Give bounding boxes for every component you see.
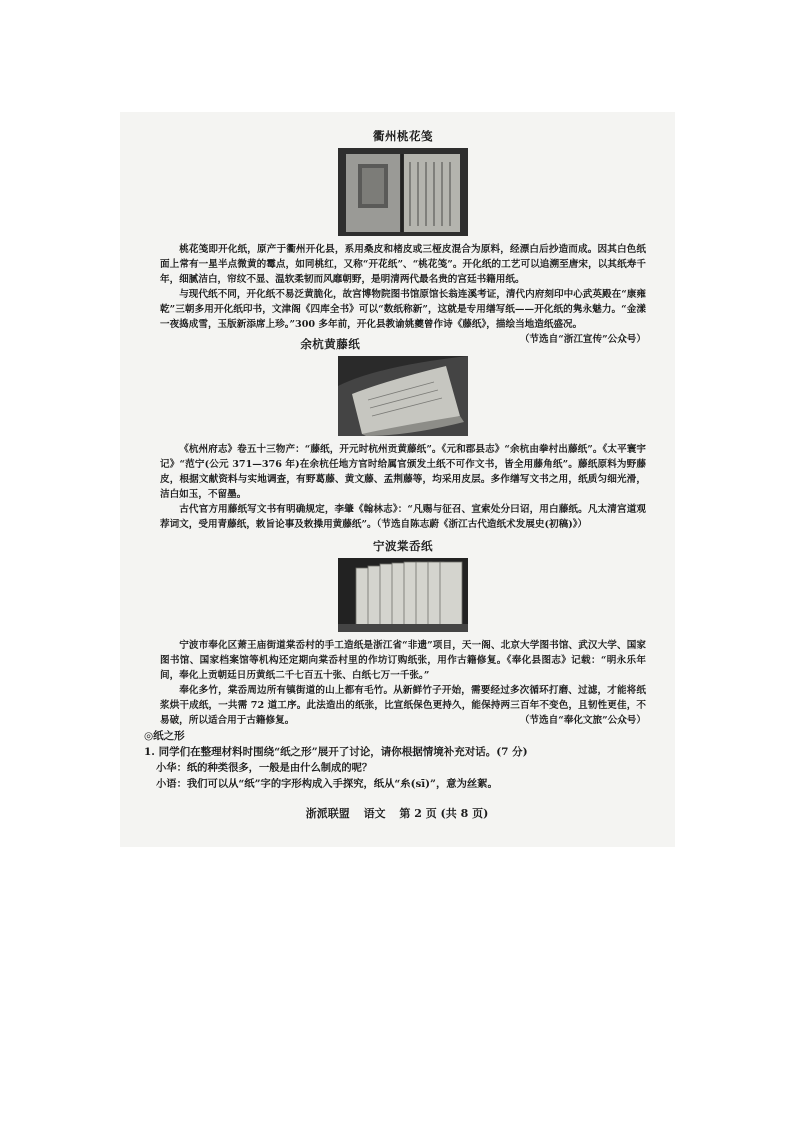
paper-roll-photo	[338, 356, 468, 436]
section-title-yuhang: 余杭黄藤纸	[300, 337, 361, 351]
paragraph: 宁波市奉化区萧王庙街道棠岙村的手工造纸是浙江省“非遗”项目，天一阁、北京大学图书馆、武汉大学、国家图书馆、国家档案馆等机构还定期向棠岙村里的作坊订购纸张，用作古籍修复。《奉化县图志》记载：“明永乐年间，奉化上贡朝廷日历黄纸二千七百五十张、白纸七万一千张。”	[160, 640, 646, 681]
paragraph: 古代官方用藤纸写文书有明确规定，李肇《翰林志》：“凡赐与征召、宣索处分曰诏，用白藤纸。凡太清宫道观荐词文，受用青藤纸，敕旨论事及敕操用黄藤纸”。（节选自陈志蔚《浙江古代造纸术发展史(初稿)》）	[160, 504, 646, 530]
document-content	[144, 128, 646, 792]
paragraph-text: 奉化多竹，棠岙周边所有镇街道的山上都有毛竹。从新鲜竹子开始，需要经过多次循环打磨、过滤，才能将纸浆烘干成纸，一共需 72 道工序。此法造出的纸张，比宣纸保色更持久，能保持两三百年不变色，且韧性更佳，不易破，所以适合用于古籍修复。	[160, 685, 646, 726]
paragraph: 桃花笺即开化纸，原产于衢州开化县，系用桑皮和楮皮或三桠皮混合为原料，经漂白后抄造而成。因其白色纸面上常有一星半点微黄的霉点，如同桃红，又称“开花纸”、“桃花笺”。开化纸的工艺可以追溯至唐宋，以其纸寿千年，细腻洁白，帘纹不显、温软柔韧而风靡朝野，是明清两代最名贵的宫廷书籍用纸。	[160, 244, 646, 285]
dialog-line: 小语：我们可以从“纸”字的字形构成入手探究，纸从“糸(sī)”，意为丝絮。	[156, 778, 498, 790]
footer-page: 第 2 页 (共 8 页)	[399, 807, 489, 820]
paper-roll-drawing	[338, 356, 468, 436]
paragraph: 《杭州府志》卷五十三物产：“藤纸，开元时杭州贡黄藤纸”。《元和郡县志》“余杭由拳村出藤纸”。《太平寰宇记》“范宁(公元 371—376 年)在余杭任地方官时给属官颁发土纸不可作文书，皆全用藤角纸”。藤纸原料为野藤皮，根据文献资料与实地调查，有野葛藤、黄文藤、孟荆藤等，均采用皮层。多作缮写文书之用，纸质匀细光滑，洁白如玉，不留墨。	[160, 444, 646, 500]
footer-org: 浙派联盟	[305, 807, 350, 820]
source-note: （节选自“奉化文旅”公众号）	[519, 715, 646, 726]
paragraph-text: 与现代纸不同，开化纸不易泛黄脆化，故宫博物院图书馆原馆长翁连溪考证，清代内府刻印中心武英殿在“康雍乾”三朝多用开化纸印书，文津阁《四库全书》可以“数纸称新”，这就是专用缮写纸——开化纸的隽永魅力。“金漾一夜捣成雪，玉版新添席上珍。”300 多年前，开化县教谕姚夔曾作诗《藤纸》，描绘当地造纸盛况。	[160, 289, 646, 330]
section-title-quzhou: 衢州桃花笺	[373, 129, 433, 143]
paper-stack-photo	[338, 558, 468, 632]
section-heading: ◎纸之形	[144, 730, 185, 742]
book-photo-drawing	[338, 148, 468, 236]
paper-stack-drawing	[338, 558, 468, 632]
book-photo	[338, 148, 468, 236]
dialog-line: 小华：纸的种类很多，一般是由什么制成的呢？	[156, 762, 373, 774]
paragraph	[160, 683, 646, 728]
source-note: （节选自“浙江宣传”公众号）	[519, 334, 646, 345]
section-title-ningbo: 宁波棠岙纸	[373, 539, 433, 553]
footer-subject: 语文	[363, 807, 386, 820]
question-text: 1. 同学们在整理材料时围绕“纸之形”展开了讨论，请你根据情境补充对话。(7 分)	[144, 746, 528, 758]
page-footer	[0, 805, 794, 821]
